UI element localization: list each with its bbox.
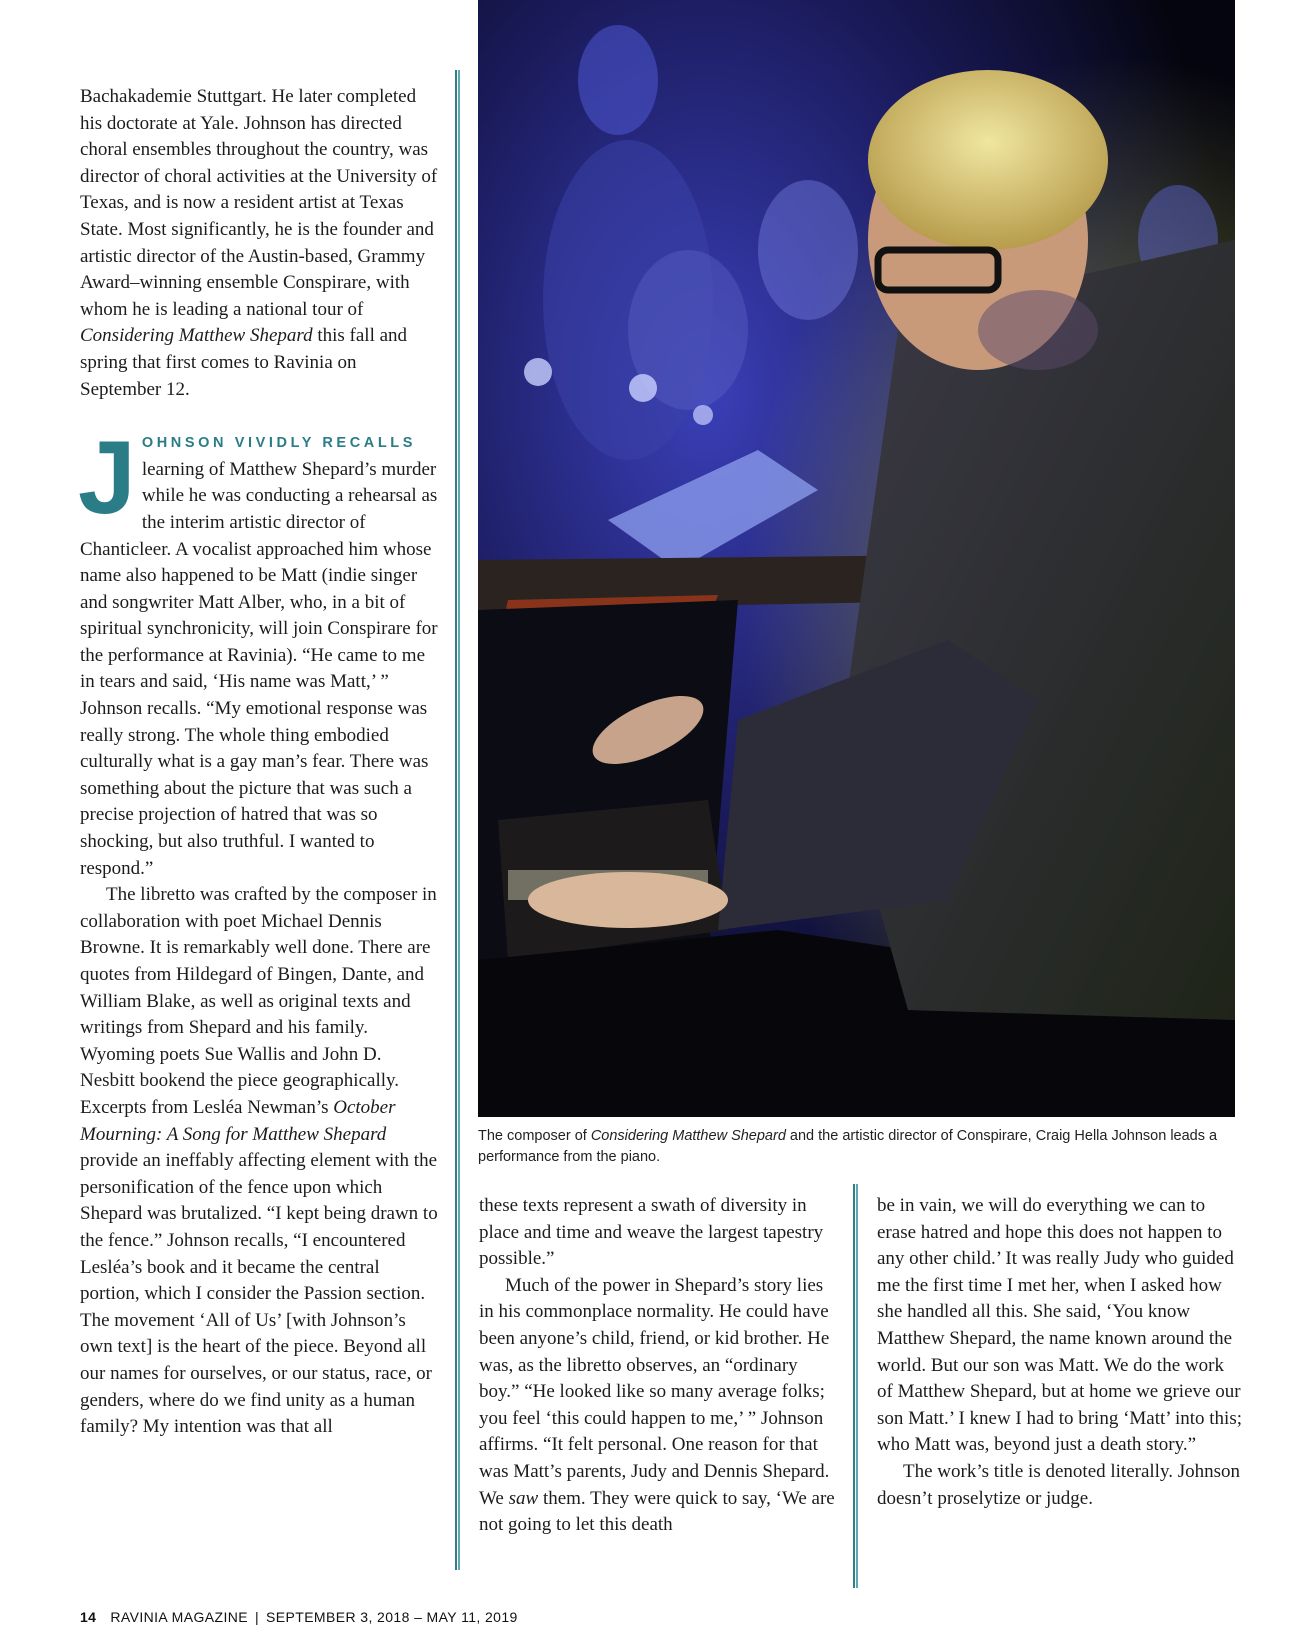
article-column-right (877, 1193, 1242, 1512)
caption-work-title: Considering Matthew Shepard (590, 1128, 786, 1144)
paragraph: be in vain, we will do everything we can to erase hatred and hope this does not happen to any other child.’ It was really Judy who guided me the first time I met her, when I asked how she handled all this. She said, ‘You know Matthew Shepard, the name known around the world. But our son was Matt. We do the work of Matthew Shepard, but at home we grieve our son Matt.’ I knew I had to bring ‘Matt’ into this; who Matt was, beyond just a death story.” (877, 1195, 1242, 1456)
season-dates: SEPTEMBER 3, 2018 – MAY 11, 2019 (266, 1609, 518, 1625)
footer-separator: | (254, 1609, 260, 1625)
photo-caption: The composer of Considering Matthew Shepard and the artistic director of Conspirare, Craig Hella Johnson leads a performance from the piano. (478, 1128, 1218, 1165)
book-title: October Mourning: A Song for Matthew Shepard (80, 1096, 396, 1145)
work-title: Considering Matthew Shepard (80, 325, 313, 347)
article-column-middle (479, 1193, 839, 1539)
article-column-left (80, 84, 440, 1441)
column-rule (455, 70, 460, 1570)
page-footer (80, 1609, 518, 1625)
magazine-name: RAVINIA MAGAZINE (110, 1609, 248, 1625)
paragraph: Much of the power in Shepard’s story lies in his commonplace normality. He could have been anyone’s child, friend, or kid brother. He was, as the libretto observes, an “ordinary boy.” “He looked like so many average folks; you feel ‘this could happen to me,’ ” Johnson affirms. “It felt personal. One reason for that was Matt’s parents, Judy and Dennis Shepard. We saw them. They were quick to say, ‘We are not going to let this death (479, 1274, 835, 1536)
emphasis: saw (508, 1487, 539, 1509)
paragraph: these texts represent a swath of diversity in place and time and weave the largest tapestry possible.” (479, 1195, 824, 1270)
performance-photo (478, 0, 1235, 1117)
paragraph-dropcap: JOHNSON VIVIDLY RECALLS learning of Matthew Shepard’s murder while he was conducting a rehearsal as the interim artistic director of Chanticleer. A vocalist approached him whose name also happened to be Matt (indie singer and songwriter Matt Alber, who, in a bit of spiritual synchronicity, will join Conspirare for the performance at Ravinia). “He came to me in tears and said, ‘His name was Matt,’ ” Johnson recalls. “My emotional response was really strong. The whole thing embodied culturally what is a gay man’s fear. There was something about the picture that was such a precise projection of hatred that was so shocking, but also truthful. I wanted to respond.” (78, 420, 438, 879)
paragraph: The work’s title is denoted literally. Johnson doesn’t proselytize or judge. (877, 1460, 1241, 1509)
paragraph: Bachakademie Stuttgart. He later completed his doctorate at Yale. Johnson has directed choral ensembles throughout the country, was director of choral activities at the University of Texas, and is now a resident artist at Texas State. Most significantly, he is the founder and artistic director of the Austin-based, Grammy Award–winning ensemble Conspirare, with whom he is leading a national tour of Considering Matthew Shepard this fall and spring that first comes to Ravinia on September 12. (80, 86, 438, 400)
column-rule (853, 1184, 858, 1588)
drop-cap: J (78, 420, 136, 537)
lead-in: OHNSON VIVIDLY RECALLS (141, 435, 417, 452)
paragraph: The libretto was crafted by the composer in collaboration with poet Michael Dennis Browne. It is remarkably well done. There are quotes from Hildegard of Bingen, Dante, and William Blake, as well as original texts and writings from Shepard and his family. Wyoming poets Sue Wallis and John D. Nesbitt bookend the piece geographically. Excerpts from Lesléa Newman’s October Mourning: A Song for Matthew Shepard provide an ineffably affecting element with the personification of the fence upon which Shepard was brutalized. “I kept being drawn to the fence.” Johnson recalls, “I encountered Lesléa’s book and it became the central portion, which I consider the Passion section. The movement ‘All of Us’ [with Johnson’s own text] is the heart of the piece. Beyond all our names for ourselves, or our status, race, or genders, where do we find unity as a human family? My intention was that all (80, 884, 438, 1438)
page-number: 14 (80, 1609, 97, 1625)
